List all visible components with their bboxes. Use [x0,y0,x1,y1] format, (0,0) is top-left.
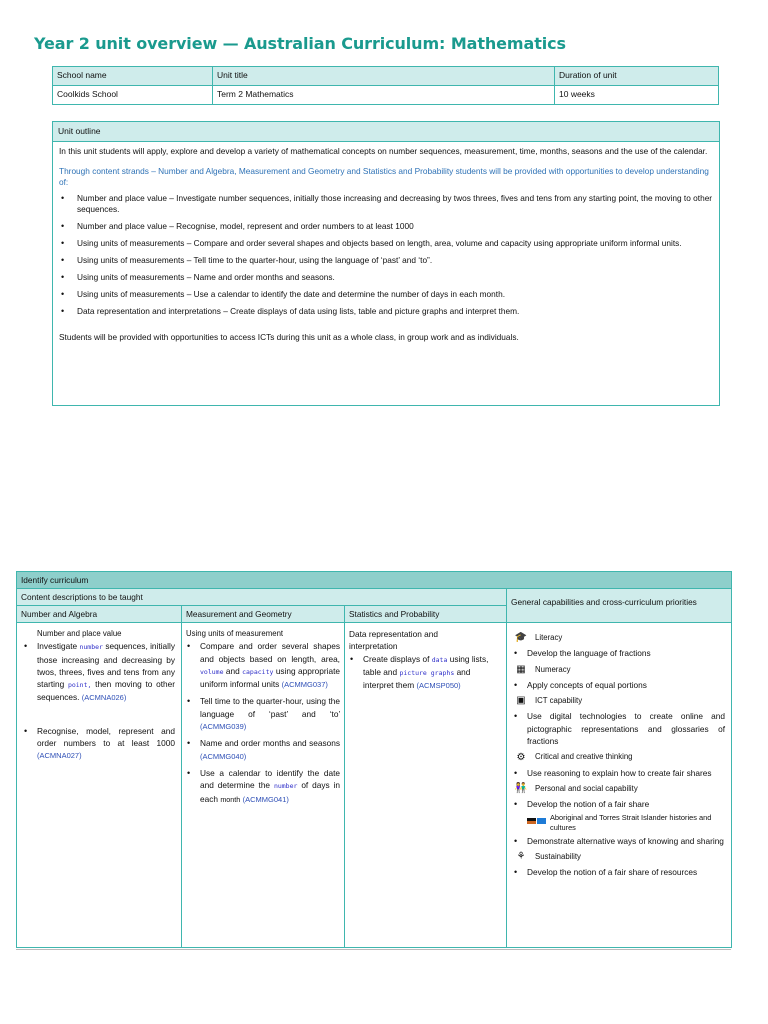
school-name-value: Coolkids School [53,86,213,105]
outline-bullet: • Using units of measurements – Compare and order several shapes and objects based on length, area, volume and capacity using appropriate uniform informal units. [59,238,713,250]
capability-item: • Develop the notion of a fair share of resources [513,866,725,878]
capabilities-cell [507,623,732,948]
torres-strait-flag-icon [537,818,546,824]
stats-subhead: Data representation and interpretation [349,629,439,652]
measurement-geometry-header: Measurement and Geometry [182,606,345,623]
text: of days in each [200,780,340,804]
outline-bullet: • Using units of measurements – Name and order months and seasons. [59,272,713,284]
keyword-link[interactable]: data [431,655,448,664]
bottom-divider [16,949,731,950]
outline-bullet: • Using units of measurements – Tell time to the quarter-hour, using the language of ‘past’ and ‘to”. [59,255,713,267]
page-title: Year 2 unit overview — Australian Curriculum: Mathematics [34,34,566,53]
text: using appropriate uniform informal units [200,665,341,690]
keyword-link[interactable]: point, [67,681,92,690]
measure-bullet-3 [186,737,340,763]
text: month [220,794,241,804]
keyword-link[interactable]: number [273,782,298,791]
keyword-link[interactable]: picture graphs [399,668,455,677]
keyword-link[interactable]: number [79,643,103,652]
capability-personal-social [513,783,725,795]
gears-icon: ⚙ [516,751,526,763]
plant-icon: ⚘ [516,851,526,862]
capability-item: • Apply concepts of equal portions [513,679,725,691]
capability-name: Personal and social capability [535,783,638,793]
capability-literacy [513,632,725,644]
curriculum-code-link[interactable]: (ACMMG041) [242,794,289,804]
mortarboard-icon: 🎓 [514,632,528,644]
text: Recognise, model, represent and order numbers to at least 1000 [37,725,175,749]
outline-bullet: • Data representation and interpretations – Create displays of data using lists, table and picture graphs and interpret them. [59,306,713,318]
capability-sustainability [513,851,725,863]
number-subhead: Number and place value [37,629,122,638]
measure-subhead: Using units of measurement [186,629,284,638]
outline-bullet: • Number and place value – Recognise, model, represent and order numbers to at least 1000 [59,221,713,233]
outline-intro: In this unit students will apply, explore and develop a variety of mathematical concepts on number sequences, measurement, time, months, seasons and the use of the calendar. [59,146,708,156]
aboriginal-flag-icon [527,818,536,824]
capability-critical-thinking [513,751,725,763]
text: using lists, table and [363,653,489,677]
capability-numeracy [513,664,725,676]
outline-bullet: • Number and place value – Investigate number sequences, initially those increasing and decreasing by twos threes, fives and tens from any starting point, the moving to other sequences. [59,193,713,216]
text: Investigate [37,641,78,652]
number-algebra-header: Number and Algebra [17,606,182,623]
text: then moving to other sequences. [37,679,175,703]
statistics-probability-cell [345,623,507,948]
text: Create displays of [363,653,430,664]
capability-item: • Use digital technologies to create online and pictographic representations and glossaries of fractions [513,710,725,747]
curriculum-code-link[interactable]: (ACMNA026) [81,693,127,703]
flags-icon [527,815,547,827]
capability-name: Numeracy [535,664,571,674]
number-algebra-cell [17,623,182,948]
capability-name: ICT capability [535,696,583,706]
text: and [225,665,240,676]
duration-header: Duration of unit [555,67,719,86]
capability-item: • Develop the language of fractions [513,647,725,659]
unit-info-table [52,66,719,105]
measure-bullet-4 [186,767,340,806]
capability-item: • Use reasoning to explain how to create fair shares [513,767,725,779]
curriculum-code-link[interactable]: (ACMSP050) [416,681,461,691]
text: and interpret them [363,666,471,691]
capability-name: Literacy [535,633,563,642]
statistics-probability-header: Statistics and Probability [345,606,507,623]
people-icon: 👫 [514,783,528,795]
unit-outline [52,121,720,406]
duration-value: 10 weeks [555,86,719,105]
measurement-geometry-cell [182,623,345,948]
capability-item: • Demonstrate alternative ways of knowing and sharing [513,835,725,847]
text: Compare and order several shapes and objects based on length, area, [200,641,340,664]
outline-bullet: • Using units of measurements – Use a calendar to identify the date and determine the number of days in each month. [59,289,713,301]
keyword-link[interactable]: capacity [242,667,274,676]
capability-name: Critical and creative thinking [535,752,633,762]
general-capabilities-heading: General capabilities and cross-curriculum priorities [507,589,732,623]
capability-ict [513,695,725,707]
curriculum-table [16,571,732,948]
curriculum-code-link[interactable]: (ACMMG037) [281,680,328,690]
capability-name: Aboriginal and Torres Strait Islander histories and cultures [550,812,712,832]
curriculum-code-link[interactable]: (ACMMG039) [200,722,247,732]
capability-indigenous [527,813,725,833]
outline-strands: Through content strands – Number and Algebra, Measurement and Geometry and Statistics and Probability students will be provided with opportunities to develop understanding of: [59,165,709,187]
number-bullet-2 [23,725,175,763]
computer-icon: ▣ [516,695,526,707]
measure-bullet-2 [186,695,340,733]
unit-outline-heading: Unit outline [53,122,719,142]
text: Tell time to the quarter-hour, using the language of ‘past’ and ‘to’ [200,696,340,719]
calculator-icon: ▦ [516,663,526,675]
measure-bullet-1 [186,640,340,691]
number-bullet-1 [23,640,175,704]
identify-curriculum-heading: Identify curriculum [17,572,732,589]
school-name-header: School name [53,67,213,86]
outline-bullet-list [59,193,713,318]
capability-name: Sustainability [535,851,581,861]
curriculum-code-link[interactable]: (ACMNA027) [37,751,82,761]
keyword-link[interactable]: volume [200,667,224,676]
curriculum-code-link[interactable]: (ACMMG040) [200,751,247,761]
unit-title-header: Unit title [213,67,555,86]
text: sequences, initially those increasing and decreasing by twos, threes, fives and tens from any starting [37,641,175,690]
content-descriptions-heading: Content descriptions to be taught [17,589,507,606]
outline-closing: Students will be provided with opportunities to access ICTs during this unit as a whole class, in group work and as individuals. [59,331,519,342]
stats-bullet-1 [349,653,502,693]
text: Use a calendar to identify the date and determine the [200,767,340,791]
capability-item: • Develop the notion of a fair share [513,798,725,810]
text: Name and order months and seasons [200,738,340,749]
unit-title-value: Term 2 Mathematics [213,86,555,105]
